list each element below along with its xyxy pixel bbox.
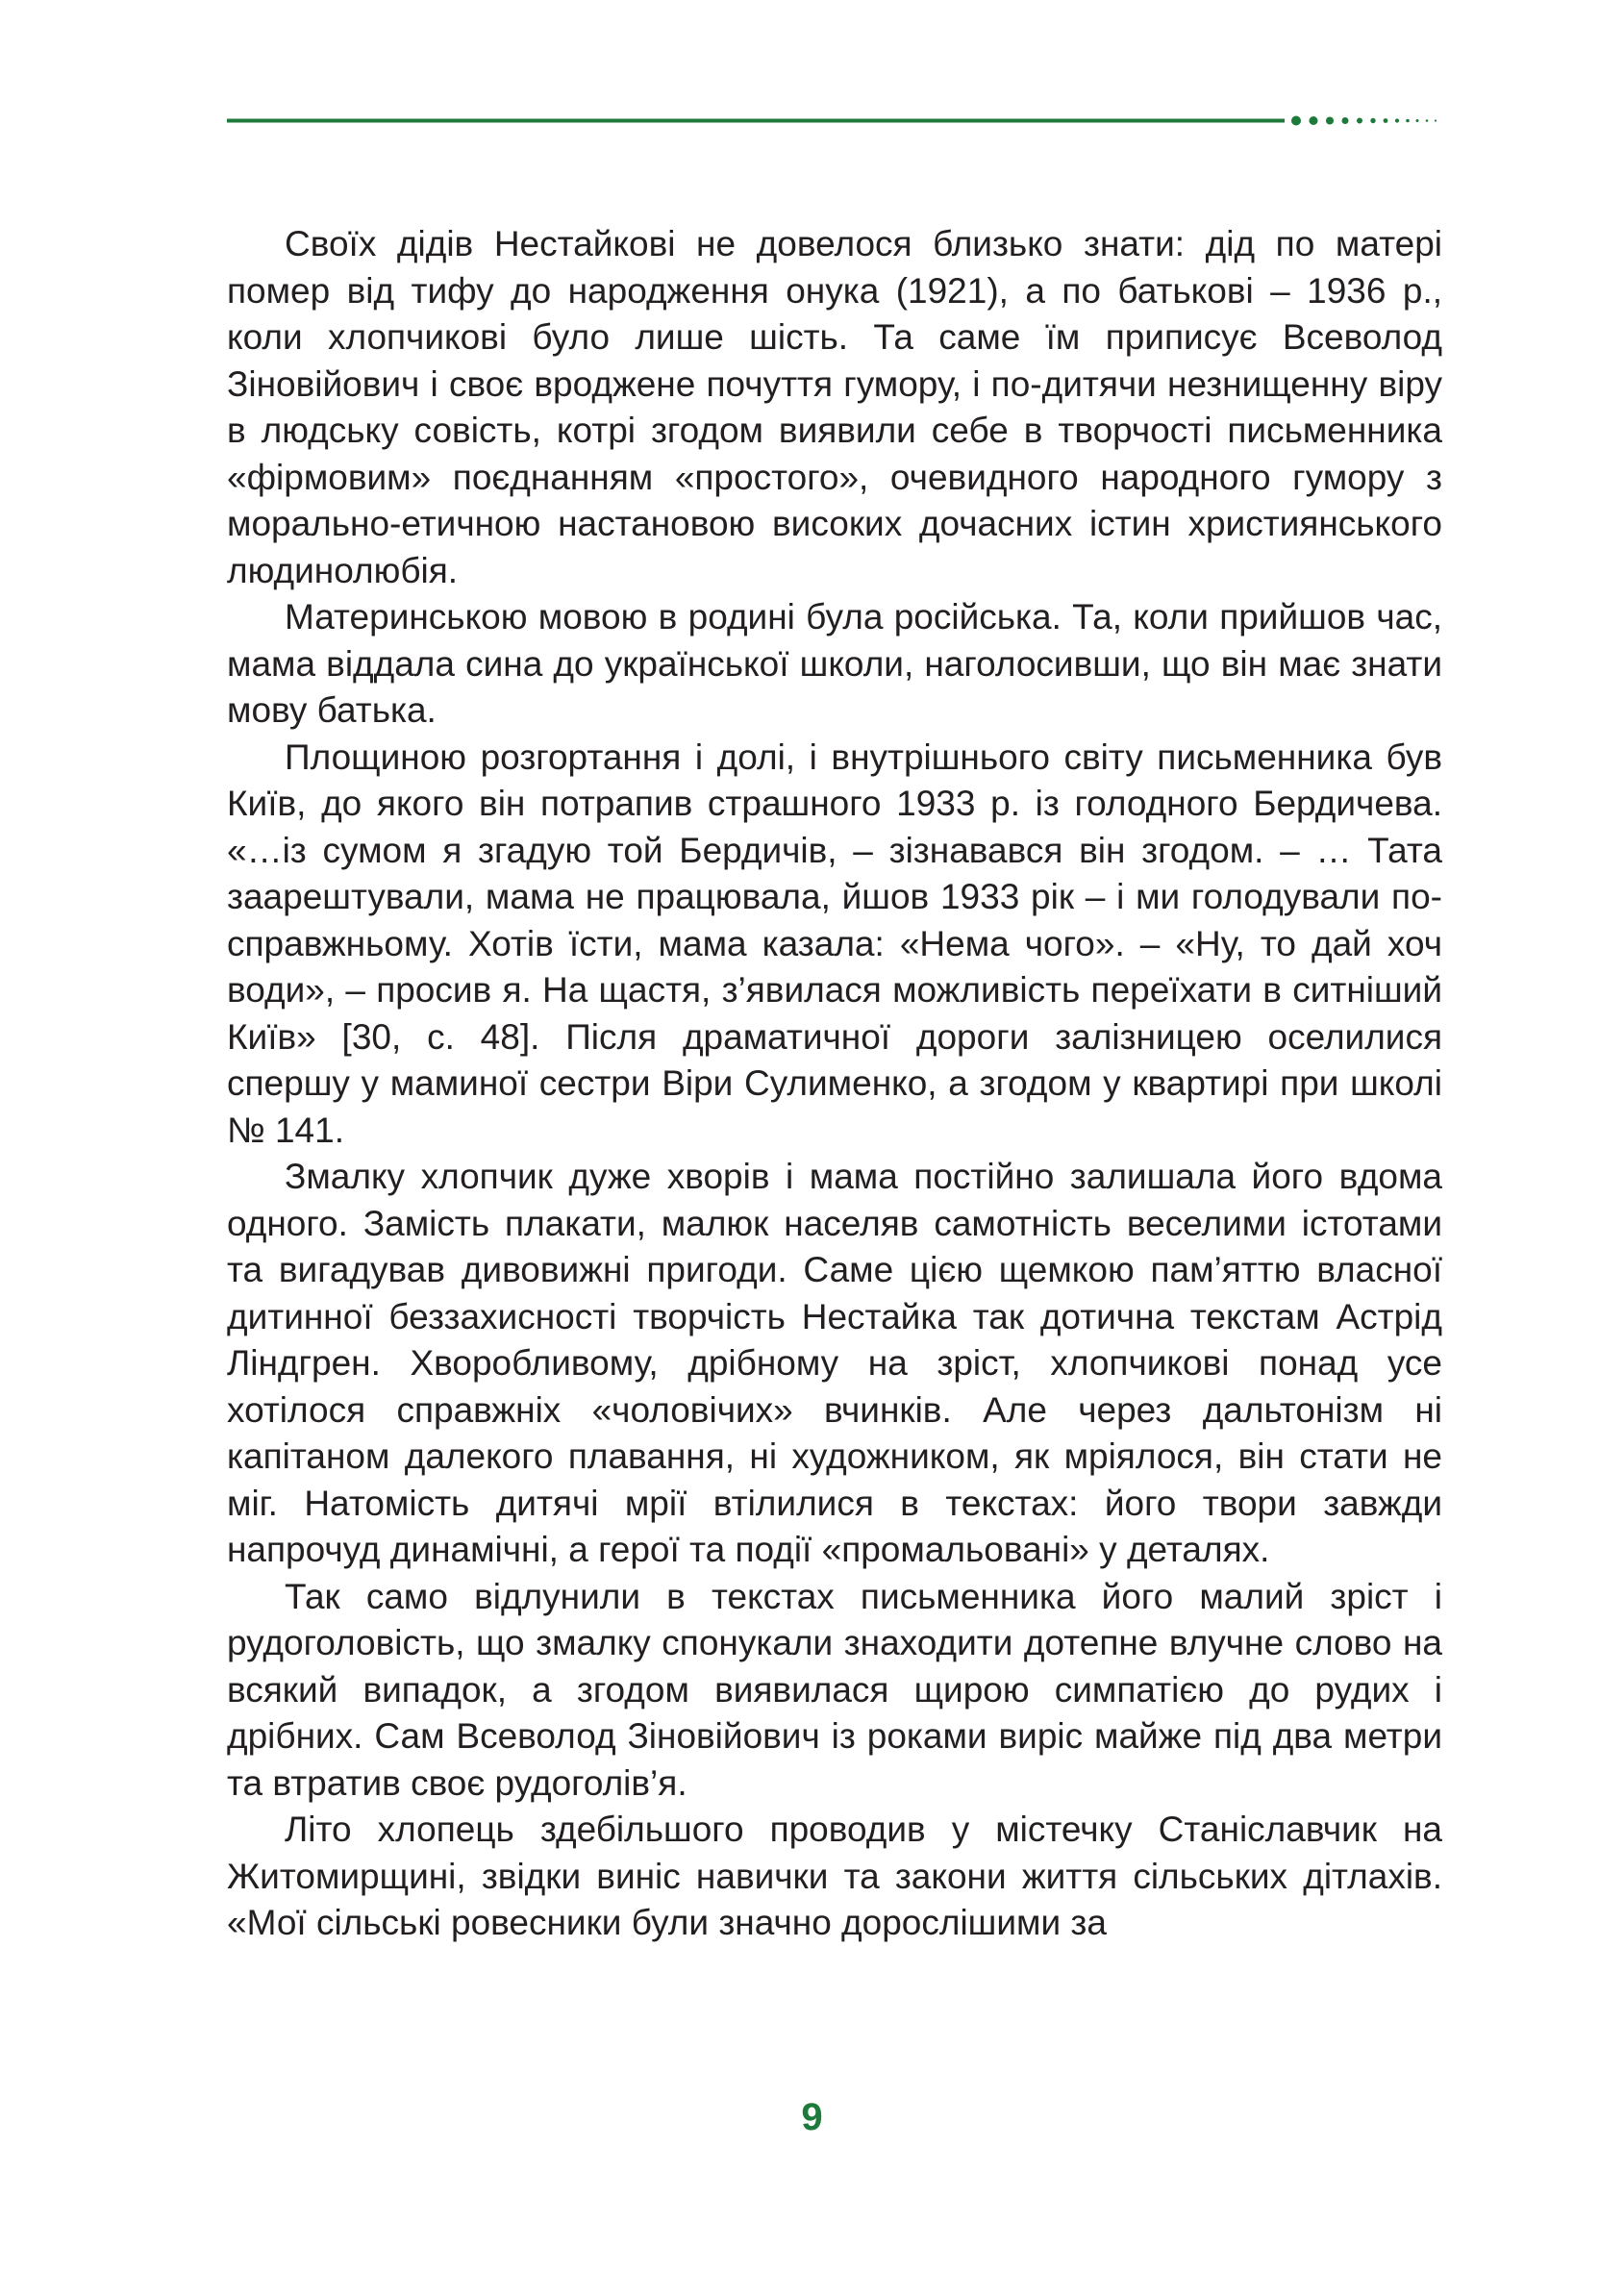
paragraph: Площиною розгортання і долі, і внутрішнього світу письменника був Київ, до якого він потрапив страшного 1933 р. із голодного Бердичева. «…із сумом я згадую той Бердичів, – зізнавався він згодом. – … Тата заарештували, мама не працювала, йшов 1933 рік – і ми голодували по-справжньому. Хотів їсти, мама казала: «Нема чого». – «Ну, то дай хоч води», – просив я. На щастя, з’явилася можливість переїхати в ситніший Київ» [30, с. 48]. Після драматичної дороги залізницею оселилися спершу у маминої сестри Віри Сулименко, а згодом у квартирі при школі № 141. xyxy=(227,737,1442,1150)
header-rule-dot xyxy=(1426,119,1429,122)
header-rule-dot xyxy=(1310,116,1318,125)
header-rule-dot xyxy=(1370,118,1375,123)
header-rule-dot xyxy=(1416,119,1419,122)
header-rule-dot xyxy=(1406,119,1410,123)
paragraph: Своїх дідів Нестайкові не довелося близько знати: дід по матері помер від тифу до народження онука (1921), а по батькові – 1936 р., коли хлопчикові було лише шість. Та саме їм приписує Всеволод Зіновійович і своє вроджене почуття гумору, і по-дитячи незнищенну віру в людську совість, котрі згодом виявили себе в творчості письменника «фірмовим» поєднанням «простого», очевидного народного гумору з морально-етичною настановою високих дочасних істин християнського людинолюбія. xyxy=(227,224,1442,590)
paragraph: Змалку хлопчик дуже хворів і мама постійно залишала його вдома одного. Замість плакати, малюк населяв самотність веселими істотами та вигадував дивовижні пригоди. Саме цією щемкою пам’яттю власної дитинної беззахисності творчість Нестайка так дотична текстам Астрід Ліндгрен. Хворобливому, дрібному на зріст, хлопчикові понад усе хотілося справжніх «чоловічих» вчинків. Але через дальтонізм ні капітаном далекого плавання, ні художником, як мріялося, він стати не міг. Натомість дитячі мрії втілилися в текстах: його твори завжди напрочуд динамічні, а герої та події «промальовані» у деталях. xyxy=(227,1157,1442,1569)
header-rule-dot xyxy=(1291,116,1301,126)
header-rule xyxy=(227,115,1442,126)
header-rule-dot xyxy=(1395,118,1399,122)
header-rule-graphic xyxy=(227,115,1442,126)
header-rule-dot xyxy=(1435,119,1437,121)
paragraph: Літо хлопець здебільшого проводив у містечку Станіславчик на Житомирщині, звідки виніс навички та закони життя сільських дітлахів. «Мої сільські ровесники були значно дорослішими за xyxy=(227,1810,1442,1942)
paragraph: Так само відлунили в текстах письменника його малий зріст і рудоголовість, що змалку спонукали знаходити дотепне влучне слово на всякий випадок, а згодом виявилася щирою симпатією до рудих і дрібних. Сам Всеволод Зіновійович із роками виріс майже під два метри та втратив своє рудоголів’я. xyxy=(227,1576,1442,1803)
paragraph: Материнською мовою в родині була російська. Та, коли прийшов час, мама віддала сина до української школи, наголосивши, що він має знати мову батька. xyxy=(227,597,1442,730)
header-rule-dot xyxy=(1384,118,1388,123)
body-text xyxy=(227,221,1442,1947)
header-rule-dot xyxy=(1342,117,1349,124)
header-rule-dot xyxy=(1326,117,1334,125)
page-number: 9 xyxy=(801,2096,823,2138)
header-rule-dot xyxy=(1357,118,1362,124)
